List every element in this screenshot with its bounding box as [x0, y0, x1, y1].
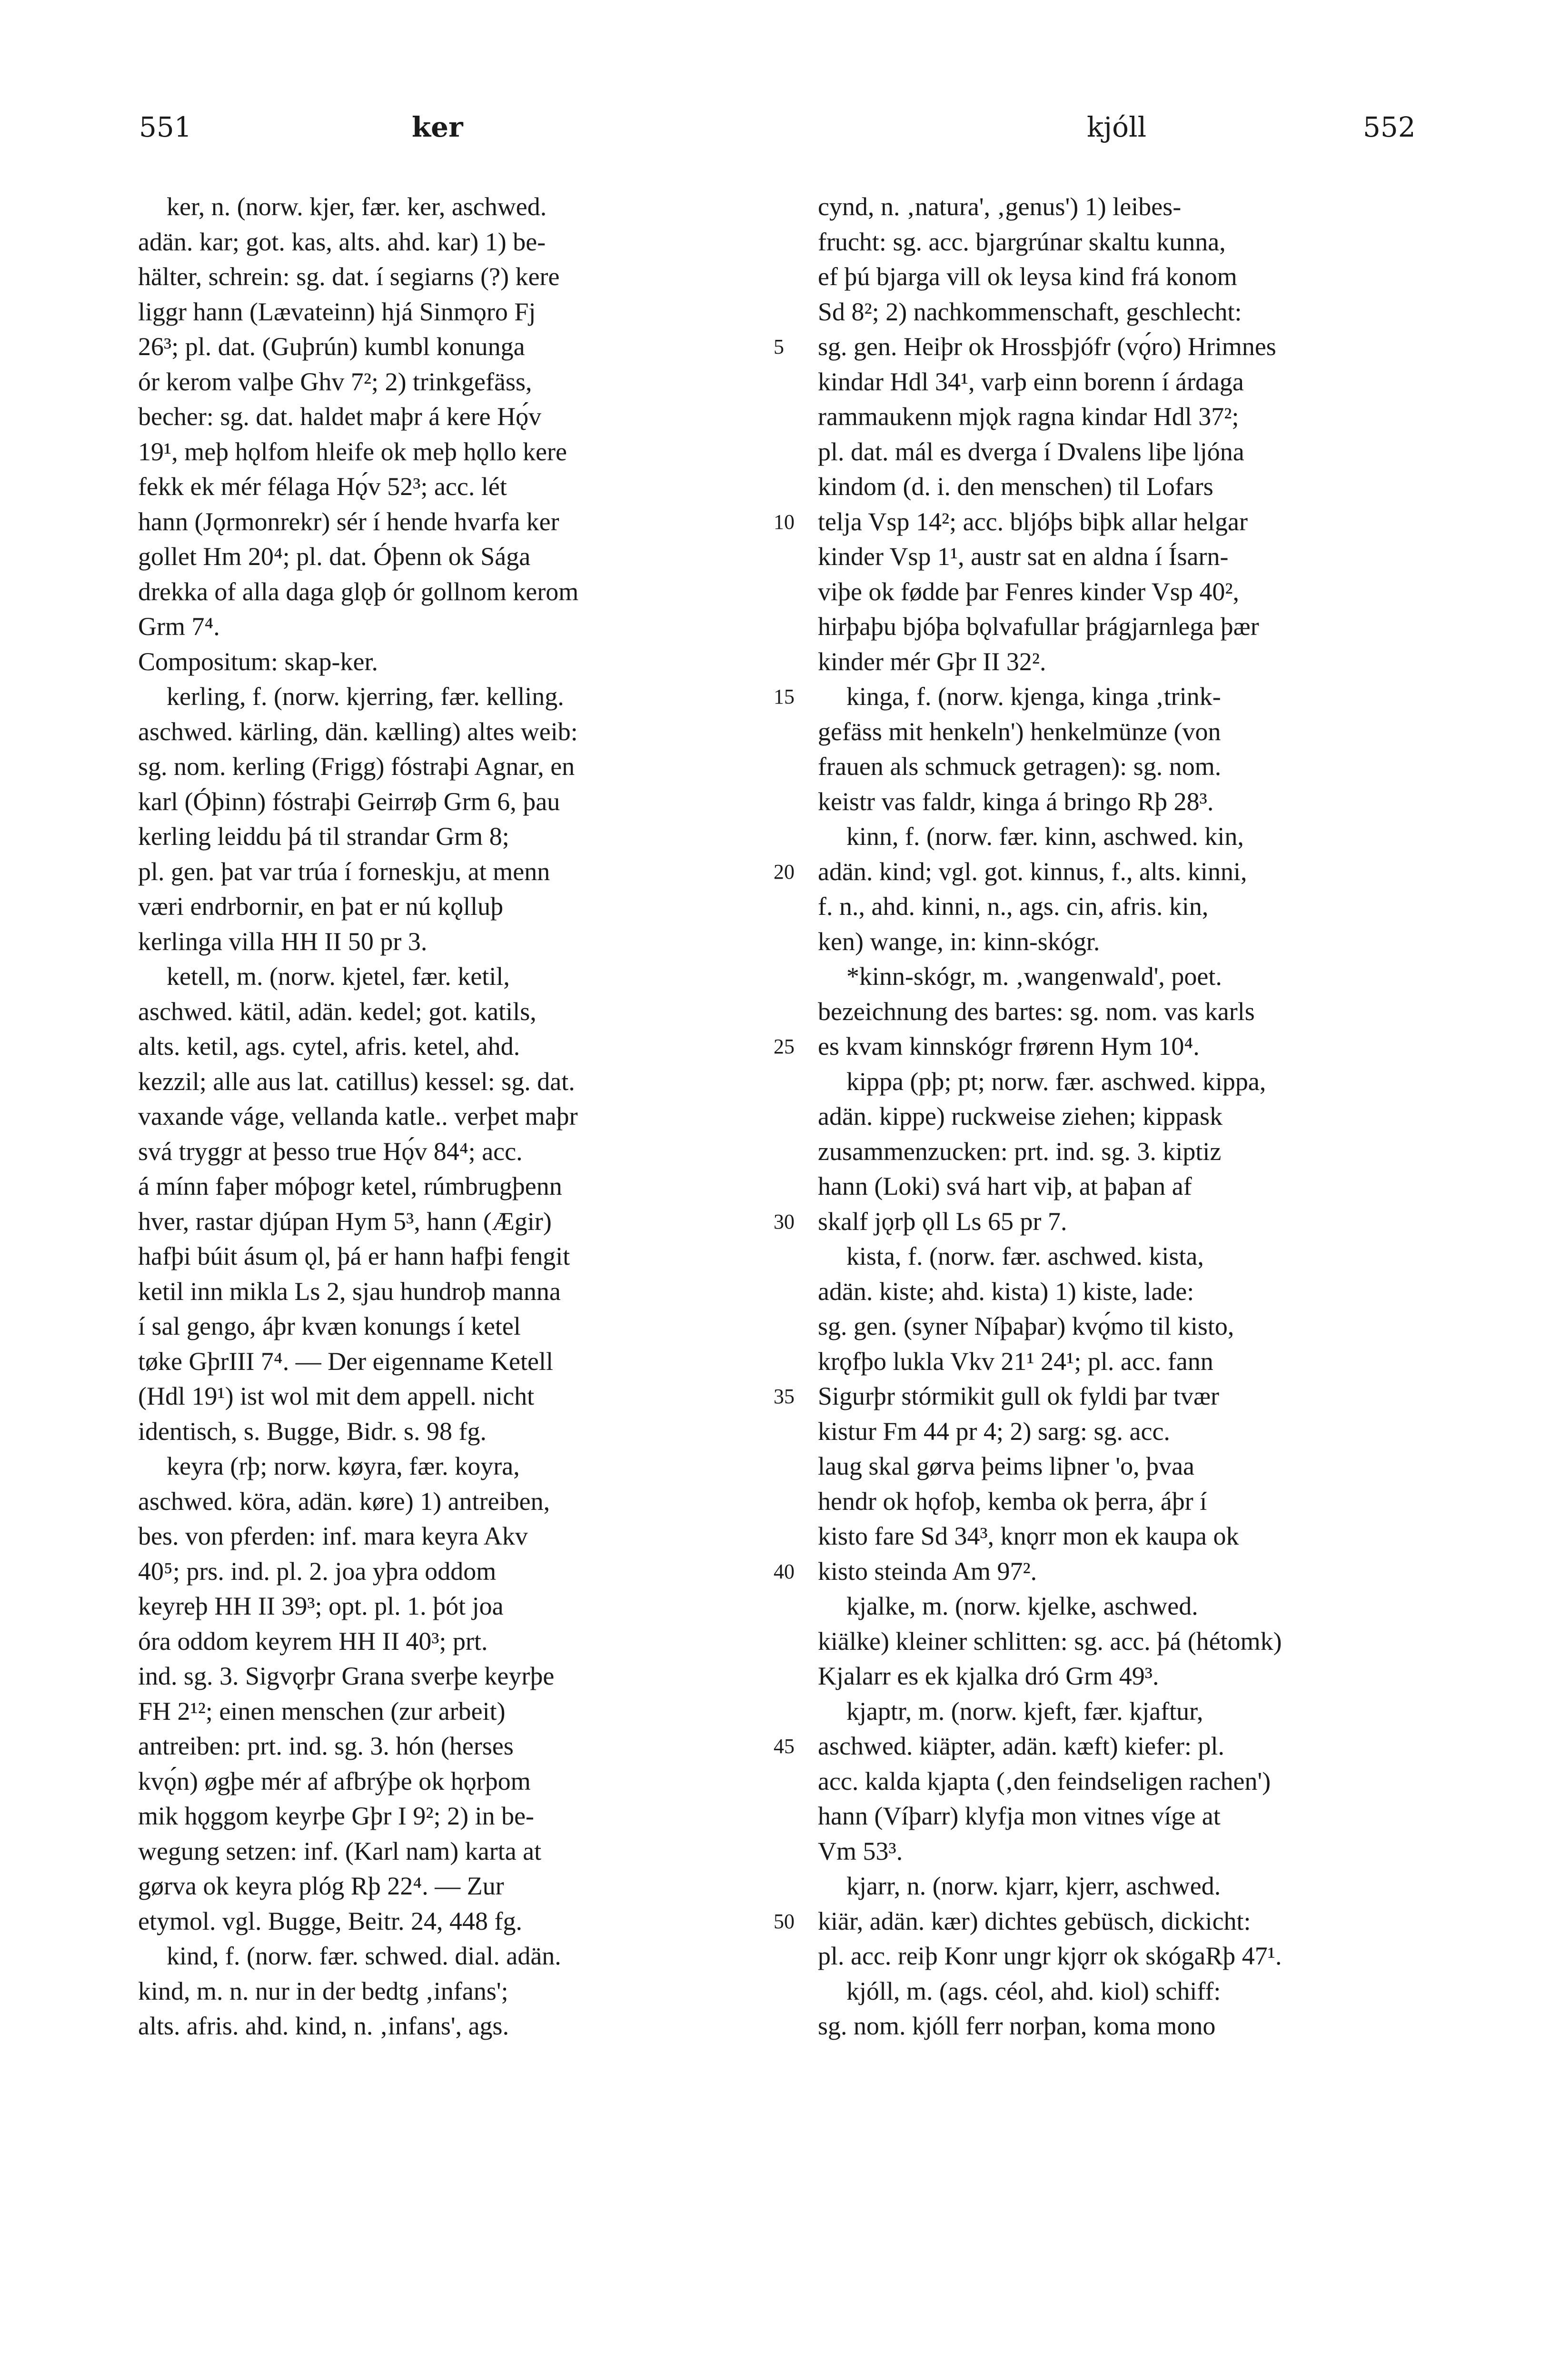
left-column-line: vaxande váge, vellanda katle.. verþet maþr	[138, 1102, 578, 1130]
right-running-head: kjóll	[1087, 111, 1147, 143]
right-column-line: sg. gen. (syner Níþaþar) kvǫ́mo til kisto,	[818, 1312, 1234, 1340]
left-column-line: alts. ketil, ags. cytel, afris. ketel, ahd.	[138, 1032, 520, 1061]
left-column-line: á mínn faþer móþogr ketel, rúmbrugþenn	[138, 1172, 562, 1200]
right-column-line: kjarr, n. (norw. kjarr, kjerr, aschwed.	[846, 1872, 1221, 1900]
line-number: 35	[774, 1385, 795, 1408]
right-column-line: aschwed. kiäpter, adän. kæft) kiefer: pl.	[818, 1732, 1225, 1760]
left-column-line: kerling leiddu þá til strandar Grm 8;	[138, 822, 509, 851]
left-column-line: Grm 7⁴.	[138, 612, 220, 641]
right-column-line: kisto fare Sd 34³, knǫrr mon ek kaupa ok	[818, 1522, 1239, 1550]
left-column-line: aschwed. kärling, dän. kælling) altes weib:	[138, 717, 578, 746]
left-column-line: svá tryggr at þesso true Hǫ́v 84⁴; acc.	[138, 1137, 523, 1166]
right-column-line: frucht: sg. acc. bjargrúnar skaltu kunna,	[818, 227, 1226, 256]
line-number: 50	[774, 1909, 795, 1933]
right-column-line: kjaptr, m. (norw. kjeft, fær. kjaftur,	[846, 1696, 1203, 1726]
left-column-line: pl. gen. þat var trúa í forneskju, at menn	[138, 857, 550, 886]
line-number: 40	[774, 1559, 795, 1583]
left-column-line: mik hǫggom keyrþe Gþr I 9²; 2) in be-	[138, 1802, 535, 1830]
right-column-line: ef þú bjarga vill ok leysa kind frá konom	[818, 262, 1237, 291]
right-column-line: Sigurþr stórmikit gull ok fyldi þar tvær	[818, 1382, 1219, 1410]
right-column-line: Kjalarr es ek kjalka dró Grm 49³.	[818, 1662, 1159, 1690]
right-column-line: hann (Loki) svá hart viþ, at þaþan af	[818, 1172, 1192, 1200]
right-column-line: kippa (pþ; pt; norw. fær. aschwed. kippa,	[846, 1067, 1266, 1096]
left-column-line: alts. afris. ahd. kind, n. ‚infans', ags.	[138, 2012, 509, 2040]
left-column-line: identisch, s. Bugge, Bidr. s. 98 fg.	[138, 1417, 487, 1446]
left-column-line: ker, n. (norw. kjer, fær. ker, aschwed.	[167, 192, 547, 221]
left-column-line: kind, m. n. nur in der bedtg ‚infans';	[138, 1976, 508, 2005]
right-column-line: Sd 8²; 2) nachkommenschaft, geschlecht:	[818, 297, 1242, 326]
line-number: 30	[774, 1210, 795, 1233]
left-column-line: drekka of alla daga glǫþ ór gollnom kerom	[138, 577, 579, 606]
right-page-number: 552	[1363, 111, 1416, 143]
right-column-line: *kinn-skógr, m. ‚wangenwald', poet.	[846, 962, 1222, 991]
left-column-line: væri endrbornir, en þat er nú kǫlluþ	[138, 892, 504, 921]
left-column-line: liggr hann (Lævateinn) hjá Sinmǫro Fj	[138, 297, 536, 326]
left-column-line: gollet Hm 20⁴; pl. dat. Óþenn ok Sága	[138, 542, 531, 571]
line-number: 45	[774, 1735, 795, 1758]
right-column-line: kinn, f. (norw. fær. kinn, aschwed. kin,	[846, 822, 1244, 851]
right-column-line: gefäss mit henkeln') henkelmünze (von	[818, 717, 1221, 746]
left-column-line: ór kerom valþe Ghv 7²; 2) trinkgefäss,	[138, 367, 532, 396]
left-column-line: aschwed. kätil, adän. kedel; got. katils,	[138, 997, 537, 1026]
right-column-line: cynd, n. ‚natura', ‚genus') 1) leibes-	[818, 192, 1182, 221]
left-column-line: becher: sg. dat. haldet maþr á kere Hǫ́v	[138, 402, 542, 431]
right-column-line: acc. kalda kjapta (‚den feindseligen rachen')	[818, 1766, 1271, 1795]
left-page-number: 551	[139, 111, 192, 143]
right-column-line: kindom (d. i. den menschen) til Lofars	[818, 472, 1213, 501]
right-column-line: viþe ok fødde þar Fenres kinder Vsp 40²,	[818, 577, 1240, 606]
right-column-line: bezeichnung des bartes: sg. nom. vas karls	[818, 997, 1255, 1026]
right-column-line: kista, f. (norw. fær. aschwed. kista,	[846, 1242, 1204, 1270]
left-column-line: karl (Óþinn) fóstraþi Geirrøþ Grm 6, þau	[138, 787, 560, 816]
right-column-line: kjóll, m. (ags. céol, ahd. kiol) schiff:	[846, 1976, 1221, 2005]
left-column-line: óra oddom keyrem HH II 40³; prt.	[138, 1626, 488, 1656]
right-column-line: kindar Hdl 34¹, varþ einn borenn í árdaga	[818, 367, 1244, 396]
left-column-line: kerlinga villa HH II 50 pr 3.	[138, 927, 427, 956]
right-column-line: kiär, adän. kær) dichtes gebüsch, dickicht:	[818, 1906, 1251, 1935]
right-column-line: adän. kippe) ruckweise ziehen; kippask	[818, 1102, 1223, 1130]
right-column-line: pl. dat. mál es dverga í Dvalens liþe ljóna	[818, 437, 1244, 466]
left-column-line: aschwed. köra, adän. køre) 1) antreiben,	[138, 1487, 550, 1516]
right-column-line: kinder Vsp 1¹, austr sat en aldna í Ísarn-	[818, 542, 1229, 571]
left-column-line: ketell, m. (norw. kjetel, fær. ketil,	[167, 962, 510, 991]
right-column-line: rammaukenn mjǫk ragna kindar Hdl 37²;	[818, 402, 1239, 431]
right-column-line: kiälke) kleiner schlitten: sg. acc. þá (hétomk)	[818, 1626, 1282, 1656]
left-column-line: tøke GþrIII 7⁴. — Der eigenname Ketell	[138, 1347, 553, 1376]
right-column-line: es kvam kinnskógr frørenn Hym 10⁴.	[818, 1032, 1200, 1061]
left-column-line: 26³; pl. dat. (Guþrún) kumbl konunga	[138, 332, 525, 361]
right-column-line: keistr vas faldr, kinga á bringo Rþ 28³.	[818, 787, 1214, 816]
right-column-line: kisto steinda Am 97².	[818, 1557, 1037, 1586]
right-column-line: skalf jǫrþ ǫll Ls 65 pr 7.	[818, 1207, 1067, 1236]
line-number: 10	[774, 510, 795, 534]
left-column-line: gørva ok keyra plóg Rþ 22⁴. — Zur	[138, 1872, 504, 1900]
left-column-line: wegung setzen: inf. (Karl nam) karta at	[138, 1836, 542, 1865]
line-number: 5	[774, 335, 784, 358]
left-column-line: ind. sg. 3. Sigvǫrþr Grana sverþe keyrþe	[138, 1662, 555, 1690]
right-column	[818, 189, 1445, 2044]
left-column-line: hälter, schrein: sg. dat. í segiarns (?) kere	[138, 262, 560, 291]
left-column-line: kvǫ́n) øgþe mér af afbrýþe ok hǫrþom	[138, 1766, 531, 1795]
left-column-line: (Hdl 19¹) ist wol mit dem appell. nicht	[138, 1382, 535, 1410]
left-column-line: etymol. vgl. Bugge, Beitr. 24, 448 fg.	[138, 1906, 522, 1935]
right-column-line: kjalke, m. (norw. kjelke, aschwed.	[846, 1592, 1198, 1620]
right-column-line: f. n., ahd. kinni, n., ags. cin, afris. kin,	[818, 892, 1209, 921]
left-column-line: í sal gengo, áþr kvæn konungs í ketel	[138, 1312, 521, 1340]
right-column-line: frauen als schmuck getragen): sg. nom.	[818, 752, 1222, 781]
left-column-line: bes. von pferden: inf. mara keyra Akv	[138, 1522, 528, 1550]
left-column-line: antreiben: prt. ind. sg. 3. hón (herses	[138, 1732, 514, 1760]
right-column-line: kistur Fm 44 pr 4; 2) sarg: sg. acc.	[818, 1417, 1170, 1446]
left-column-line: hver, rastar djúpan Hym 5³, hann (Ægir)	[138, 1207, 552, 1236]
left-column-line: kezzil; alle aus lat. catillus) kessel: sg. dat.	[138, 1067, 575, 1096]
left-column-line: ketil inn mikla Ls 2, sjau hundroþ manna	[138, 1277, 561, 1306]
right-column-line: zusammenzucken: prt. ind. sg. 3. kiptiz	[818, 1137, 1222, 1166]
right-column-line: krǫfþo lukla Vkv 21¹ 24¹; pl. acc. fann	[818, 1347, 1213, 1376]
left-column-line: 19¹, meþ hǫlfom hleife ok meþ hǫllo kere	[138, 437, 567, 466]
right-column-line: sg. gen. Heiþr ok Hrossþjófr (vǫ́ro) Hrimnes	[818, 332, 1276, 361]
line-number: 15	[774, 685, 795, 708]
line-number: 25	[774, 1035, 795, 1058]
right-column-line: kinder mér Gþr II 32².	[818, 647, 1046, 676]
left-column-line: hafþi búit ásum ǫl, þá er hann hafþi fengit	[138, 1242, 570, 1270]
left-column-line: kerling, f. (norw. kjerring, fær. kelling.	[167, 682, 564, 711]
left-column-line: FH 2¹²; einen menschen (zur arbeit)	[138, 1696, 506, 1726]
left-column-line: keyra (rþ; norw. køyra, fær. koyra,	[167, 1452, 520, 1480]
right-column-line: ken) wange, in: kinn-skógr.	[818, 927, 1100, 956]
left-column	[138, 189, 765, 2044]
right-column-line: hann (Víþarr) klyfja mon vitnes víge at	[818, 1802, 1221, 1830]
right-column-line: hendr ok hǫfoþ, kemba ok þerra, áþr í	[818, 1487, 1207, 1516]
right-column-line: telja Vsp 14²; acc. bljóþs biþk allar helgar	[818, 507, 1248, 536]
left-column-line: Compositum: skap-ker.	[138, 647, 378, 676]
right-column-line: Vm 53³.	[818, 1836, 903, 1865]
right-column-line: laug skal gørva þeims liþner 'o, þvaa	[818, 1452, 1195, 1480]
line-number: 20	[774, 860, 795, 883]
right-column-line: adän. kiste; ahd. kista) 1) kiste, lade:	[818, 1277, 1194, 1306]
left-column-line: kind, f. (norw. fær. schwed. dial. adän.	[167, 1942, 561, 1970]
left-column-line: keyreþ HH II 39³; opt. pl. 1. þót joa	[138, 1592, 504, 1620]
right-column-line: adän. kind; vgl. got. kinnus, f., alts. kinni,	[818, 857, 1247, 886]
left-column-line: sg. nom. kerling (Frigg) fóstraþi Agnar, en	[138, 752, 575, 781]
right-column-line: sg. nom. kjóll ferr norþan, koma mono	[818, 2012, 1216, 2040]
right-column-line: pl. acc. reiþ Konr ungr kjǫrr ok skógaRþ 47¹.	[818, 1942, 1282, 1970]
left-column-line: hann (Jǫrmonrekr) sér í hende hvarfa ker	[138, 507, 559, 536]
left-column-line: fekk ek mér félaga Hǫ́v 52³; acc. lét	[138, 472, 507, 501]
left-column-line: 40⁵; prs. ind. pl. 2. joa yþra oddom	[138, 1557, 497, 1586]
left-column-line: adän. kar; got. kas, alts. ahd. kar) 1) be-	[138, 227, 546, 256]
right-column-line: hirþaþu bjóþa bǫlvafullar þrágjarnlega þær	[818, 612, 1259, 641]
right-column-line: kinga, f. (norw. kjenga, kinga ‚trink-	[846, 682, 1221, 711]
left-running-head: ker	[412, 111, 463, 143]
